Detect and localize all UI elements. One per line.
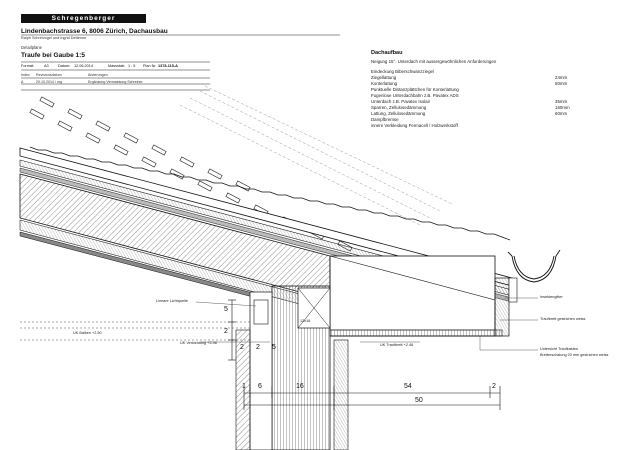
annotation-uk-verkleidung: UK Verkleidung +2.46: [180, 341, 217, 345]
rev-header-changes: Änderungen: [88, 73, 108, 77]
dimension-label: 2: [492, 383, 496, 390]
scale-value: 1 : 5: [128, 64, 136, 68]
buildup-title: Dachaufbau: [371, 50, 403, 56]
dimension-label: 2: [256, 344, 260, 351]
layer-name: Sparren, Zellulosedämmung: [371, 105, 427, 110]
annotation-insektengitter: Insektengitter: [540, 295, 563, 299]
layer-name: Ziegellattung: [371, 75, 397, 80]
dimension-label: 50: [415, 397, 423, 404]
layer-value: 60mm: [555, 111, 568, 116]
dimension-label: 16: [296, 383, 304, 390]
project-title: Lindenbachstrasse 6, 8006 Zürich, Dachausbau: [21, 28, 168, 35]
plan-label: Plan Nr.: [143, 64, 157, 68]
authors: Ralph Schreivogel und Ingrid Dettenne: [21, 36, 87, 40]
dimension-label: 2: [224, 328, 228, 335]
rev-row-date: 20.10.2014 / mg: [36, 80, 62, 84]
layer-value: 24mm: [555, 75, 568, 80]
company-banner: Schregenberger: [21, 14, 146, 23]
plan-category: Detailpläne: [21, 45, 42, 50]
dimension-label: 54: [404, 383, 412, 390]
dimension-label: 5: [272, 344, 276, 351]
layer-value: 160mm: [555, 105, 570, 110]
layer-name: Eindeckung Biberschwanzziegel: [371, 69, 434, 74]
dimension-label: 6: [258, 383, 262, 390]
eave-box: [330, 256, 517, 336]
annotation-traufbrett-weiss: Traufbrett gestrichen weiss: [540, 317, 586, 321]
title-block-lines: [21, 35, 340, 90]
scale-label: Massstab:: [108, 64, 126, 68]
annotation-uk-balken: UK Balken +2.50: [73, 331, 102, 335]
rev-header-index: Index: [21, 73, 30, 77]
layer-value: 35mm: [555, 99, 568, 104]
layer-name: Fugenlose Unterdachbahn z.B. Pavatex ADS: [371, 93, 459, 98]
annotation-lichtquelle: Lineare Lichtquelle: [156, 299, 188, 303]
layer-name: Punktuelle Distanzplättchen für Konterlattung: [371, 87, 459, 92]
rev-header-date: Revisionsdatum: [36, 73, 62, 77]
layer-name: Lattung, Zellulosedämmung: [371, 111, 426, 116]
format-value: A3: [44, 64, 49, 68]
layer-value: 50mm: [555, 81, 568, 86]
annotation-untersicht: Untersicht Traufkasten: [540, 347, 578, 351]
annotation-section-size: 12x16: [300, 319, 311, 323]
format-label: Format:: [21, 64, 35, 68]
rev-row-index: A: [21, 80, 24, 84]
layer-name: Konterlattung: [371, 81, 398, 86]
dimension-label: 2: [240, 344, 244, 351]
plan-number: 1378-115-A: [158, 64, 178, 68]
layer-name: Unterdach z.B. Pavatex Isolair: [371, 99, 431, 104]
layer-name: Dampfbremse: [371, 117, 399, 122]
level-lines: [20, 322, 250, 340]
dimension-label: 5: [224, 306, 228, 313]
drawing-title: Traufe bei Gaube 1:5: [21, 52, 85, 59]
layer-name: innere Verkleidung Fermacell / Holzwerkstoff: [371, 123, 458, 128]
annotation-bretterschalung: Bretterschalung 20 mm gestrichen weiss: [540, 353, 609, 357]
date-label: Datum:: [58, 64, 71, 68]
annotation-uk-traufbrett: UK Traufbrett +2.46: [380, 343, 414, 347]
buildup-subtitle: Neigung 15°. Unterdach mit aussergewöhnlichen Anforderungen: [371, 59, 497, 64]
dimension-label: 1: [242, 383, 246, 390]
rev-row-changes: Ergänzung Vermassung Schreiner: [88, 80, 143, 84]
gutter: [508, 250, 560, 282]
date-value: 12.06.2014: [74, 64, 94, 68]
